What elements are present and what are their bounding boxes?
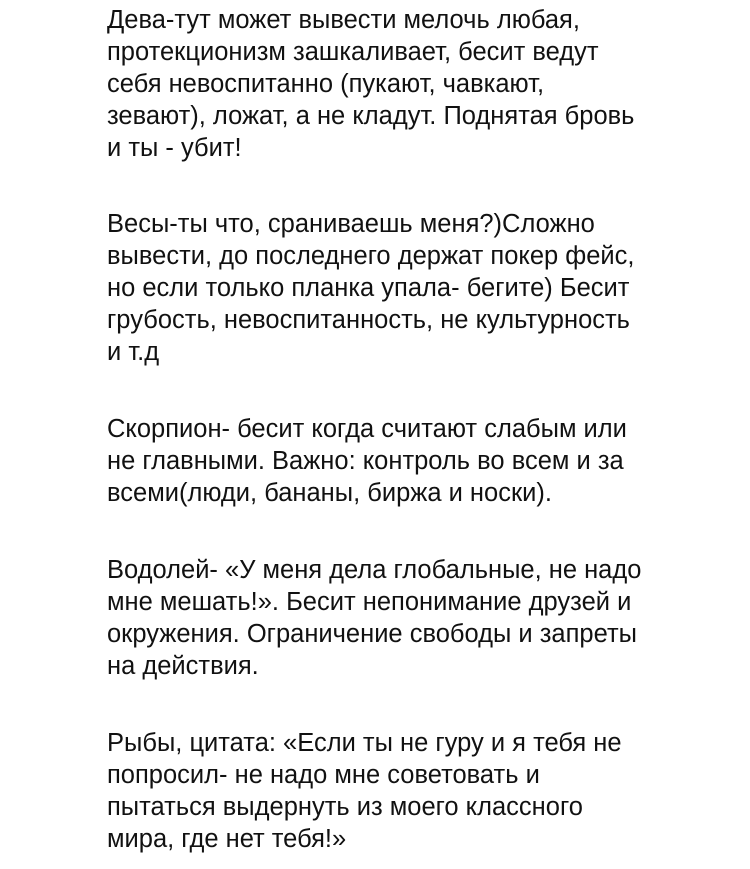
text-line: окружения. Ограничение свободы и запреты bbox=[107, 620, 637, 648]
text-line: пытаться выдернуть из моего классного bbox=[107, 793, 583, 821]
text-line: и т.д bbox=[107, 338, 160, 366]
text-line: Рыбы, цитата: «Если ты не гуру и я тебя не bbox=[107, 729, 622, 757]
text-line: протекционизм зашкаливает, бесит ведут bbox=[107, 38, 599, 66]
text-line: Скорпион- бесит когда считают слабым или bbox=[107, 415, 627, 443]
paragraph-virgo bbox=[107, 4, 737, 164]
document-body bbox=[107, 4, 737, 855]
text-line: грубость, невоспитанность, не культурность bbox=[107, 306, 630, 334]
text-line: себя невоспитанно (пукают, чавкают, bbox=[107, 70, 545, 98]
text-line: Дева-тут может вывести мелочь любая, bbox=[107, 6, 580, 34]
text-line: Весы-ты что, сраниваешь меня?)Сложно bbox=[107, 210, 595, 238]
text-line: Водолей- «У меня дела глобальные, не надо bbox=[107, 556, 642, 584]
text-line: вывести, до последнего держат покер фейс, bbox=[107, 242, 635, 270]
paragraph-scorpio bbox=[107, 413, 737, 509]
text-line: но если только планка упала- бегите) Бесит bbox=[107, 274, 630, 302]
text-line: мне мешать!». Бесит непонимание друзей и bbox=[107, 588, 632, 616]
text-line: попросил- не надо мне советовать и bbox=[107, 761, 540, 789]
paragraph-aquarius bbox=[107, 554, 737, 682]
text-line: зевают), ложат, а не кладут. Поднятая бровь bbox=[107, 102, 635, 130]
text-line: на действия. bbox=[107, 652, 259, 680]
paragraph-libra bbox=[107, 208, 737, 368]
text-line: не главными. Важно: контроль во всем и за bbox=[107, 447, 624, 475]
text-line: мира, где нет тебя!» bbox=[107, 825, 347, 853]
paragraph-pisces bbox=[107, 727, 737, 855]
text-line: всеми(люди, бананы, биржа и носки). bbox=[107, 479, 552, 507]
text-line: и ты - убит! bbox=[107, 134, 242, 162]
